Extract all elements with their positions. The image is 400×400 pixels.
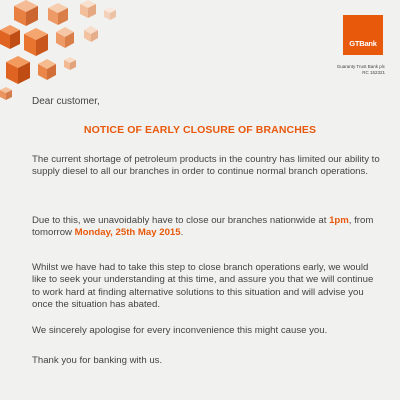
- closure-date: Monday, 25th May 2015: [74, 227, 181, 239]
- cube: [104, 7, 116, 20]
- paragraph-closure-time: [32, 215, 382, 240]
- paragraph-apology: We sincerely apologise for every inconvenience this might cause you.: [32, 325, 328, 336]
- cube: [0, 87, 12, 100]
- paragraph-understanding: Whilst we have had to take this step to close branch operations early, we would like to seek your understanding at this time, and assure you that we will continue to work hard at finding alternative solutions to this situation and will advise you once the situation has abated.: [32, 262, 374, 311]
- cube: [80, 0, 96, 18]
- closure-text-2: , from tomorrow: [32, 215, 374, 239]
- cube: [84, 26, 98, 42]
- cube: [6, 56, 30, 84]
- greeting: Dear customer,: [32, 96, 100, 107]
- closure-text-3: .: [180, 227, 184, 239]
- cube: [24, 28, 48, 56]
- logo-text: GTBank: [349, 39, 377, 48]
- closure-time: 1pm: [329, 215, 349, 226]
- cube: [48, 3, 68, 25]
- cube: [38, 59, 56, 80]
- company-details: [295, 64, 385, 76]
- cube: [14, 0, 38, 26]
- closure-text-1: Due to this, we unavoidably have to close our branches nationwide at: [32, 215, 330, 226]
- cube: [64, 57, 76, 70]
- company-name: Guaranty Trust Bank plc: [336, 64, 385, 69]
- paragraph-thanks: Thank you for banking with us.: [32, 355, 163, 366]
- notice-title: NOTICE OF EARLY CLOSURE OF BRANCHES: [83, 124, 317, 136]
- company-rc: RC 152321: [362, 70, 385, 75]
- paragraph-shortage: The current shortage of petroleum products in the country has limited our ability to supply diesel to all our branches in order to continue normal branch operations.: [32, 154, 380, 178]
- cube: [0, 25, 20, 49]
- gtbank-logo: [343, 15, 383, 55]
- decorative-cubes: [0, 0, 130, 100]
- cube: [56, 27, 74, 48]
